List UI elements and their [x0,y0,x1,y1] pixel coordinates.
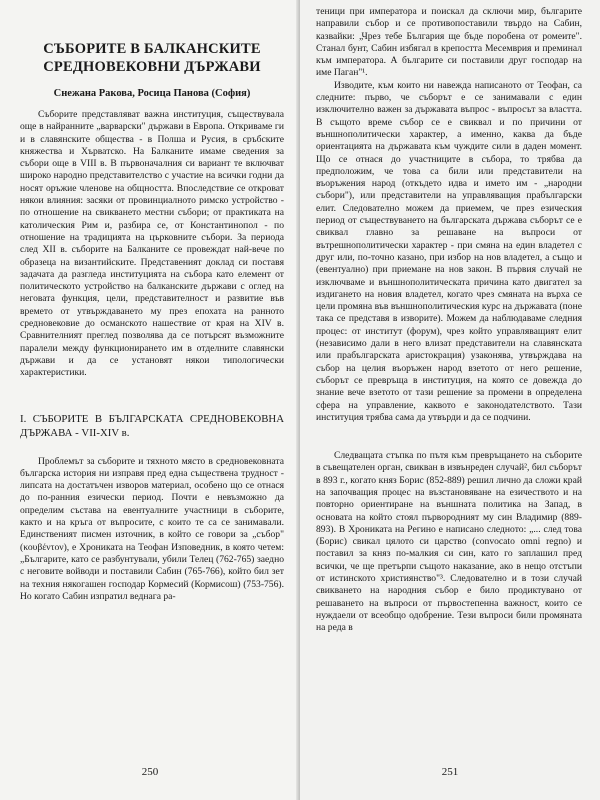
paragraph-conclusions: Изводите, към които ни навежда написаното от Теофан, са следните: първо, че съборът е се занимавали с един изключително важен за държавата въпрос - въпросът за властта. В същото време събор се е свиквал и по причини от външнополитически характер, а именно, каква да бъде ориентацията на държавата към чуждите сили в даден момент. Що се отнася до участниците в събора, то трябва да предположим, че това са били или представители на въоръжения народ (откъдето идва и името им - „народни събори"), или представители на управляващия прабългарски елит. Следователно можем да приемем, че през езическия период от съществуването на българската държава съборът се е свиквал главно за решаване на въпроси от вътрешнополитически характер - при смяна на един владетел с друг или, по-точно казано, при избор на нов владетел, а също и (евентуално) при приемане на нов закон. В първия случай не изключваме и външнополитическата причина като двигател за издигането на новия владетел, когато чрез смяната на върха се цели промяна във външнополитическия курс на държавата (поне така се представя в изворите). Можем да наблюдаваме следния процес: от институт (форум), чрез който управляващият елит (независимо дали в него влизат представители на славянската или прабългарската аристокрация) узаконява, утвърждава на събор на целия въоръжен народ взетото от него решение, съборът се превръща в институция, на която се довежда до знание вече взетото от тази решение за промени в определена сфера на управление, каквото е законодателството. Тази институция трябва сама да утвърди и да се подчини. [316,79,582,423]
continued-paragraph: теници при императора и поискал да сключи мир, българите направили събор и се противопоставили твърдо на Сабин, казвайки: „Чрез тебе България ще бъде поробена от ромеите". Станал бунт, Сабин избягал в крепостта Месемврия и преминал към императора. А българите си поставили друг господар на име Паган"¹. [316,6,582,79]
article-authors: Снежана Ракова, Росица Панова (София) [53,88,251,99]
article-title: СЪБОРИТЕ В БАЛКАНСКИТЕ СРЕДНОВЕКОВНИ ДЪРЖАВИ [43,41,261,75]
section-paragraph: Проблемът за съборите и тяхното място в средновековната българска история ни изправя пред една съществена трудност - липсата на достатъчен изворов материал, особено що се отнася до по-ранния езически период. Почти е невъзможно да определим състава на евентуалните участници в съборите, както и на кръга от въпросите, с които те са се занимавали. Единственият писмен източник, в който се говори за „събор" (κουβέντον), е Хрониката на Теофан Изповедник, в която четем: „Българите, като се разбунтували, убили Телец (762-765) заедно с неговите войводи и поставили Сабин (765-766), който бил зет на техния някогашен господар Кормесий (Кормисош) (753-756). Но когато Сабин изпратил веднага ра- [20,455,284,602]
page-number-right: 251 [441,766,459,778]
section-heading: I. СЪБОРИТЕ В БЪЛГАРСКАТА СРЕДНОВЕКОВНА ДЪРЖАВА - VII-XIV в. [20,412,284,439]
right-page [300,0,600,800]
paragraph-council-893: Следващата стъпка по пътя към превръщането на съборите в съвещателен орган, свикван в извънреден случай², бил съборът в 893 г., когато княз Борис (852-889) решил лично да сложи край на започващия процес на възстановяване на езичеството и на повторно ориентиране на външната политика на Запад, в основата на който стоял първородният му син Владимир (889-893). В Хрониката на Регино е написано следното: „... след това (Борис) свикал цялото си царство (convocato omni regno) и поставил за княз по-малкия си син, като го заплашил пред всички, че ще претърпи същото наказание, ако в нещо отстъпи от истинското християнство"³. Следователно и в този случай свикването на народния събор е било продиктувано от решаването на въпроси от първостепенна важност, които се нуждаели от всеобщо одобрение. Тези въпроси били промяната на реда в [316,450,582,634]
paragraph-spacer [316,424,582,450]
page-number-left: 250 [141,766,159,778]
intro-paragraph: Съборите представляват важна институция, съществувала още в найранните „варварски" държави в Европа. Откриваме ги и в славянските общества - в Полша и Русия, в сръбските княжества и Хърватско. На Балканите имаме сведения за събори още в VIII в. В първоначалния си вариант те включват широко народно представителство с участие на всички годни да носят оръжие членове на общността. Впоследствие се откроват някои влияния: засяки от провинциалното римско устройство - по отношение на свикването местни събори; от практиката на католическия Рим и, разбира се, от Константинопол - по отношение на традицията на църковните събори. За периода след XII в. съборите на Балканите се провеждат най-вече по образеца на византийските. Представеният доклад си поставя задачата да разгледа институцията на събора като елемент от политическото устройство на балканските държави с оглед на неговата функция, цели, представителност и развитие във времето от утвърждаването му през епохата на ранното средновековие до османското нашествие от края на XIV в. Сравнителният преглед позволява да се потърсят възможните паралели между функционирането им в отделните славянски държави и да се установят някои типологически характеристики. [20,109,284,379]
